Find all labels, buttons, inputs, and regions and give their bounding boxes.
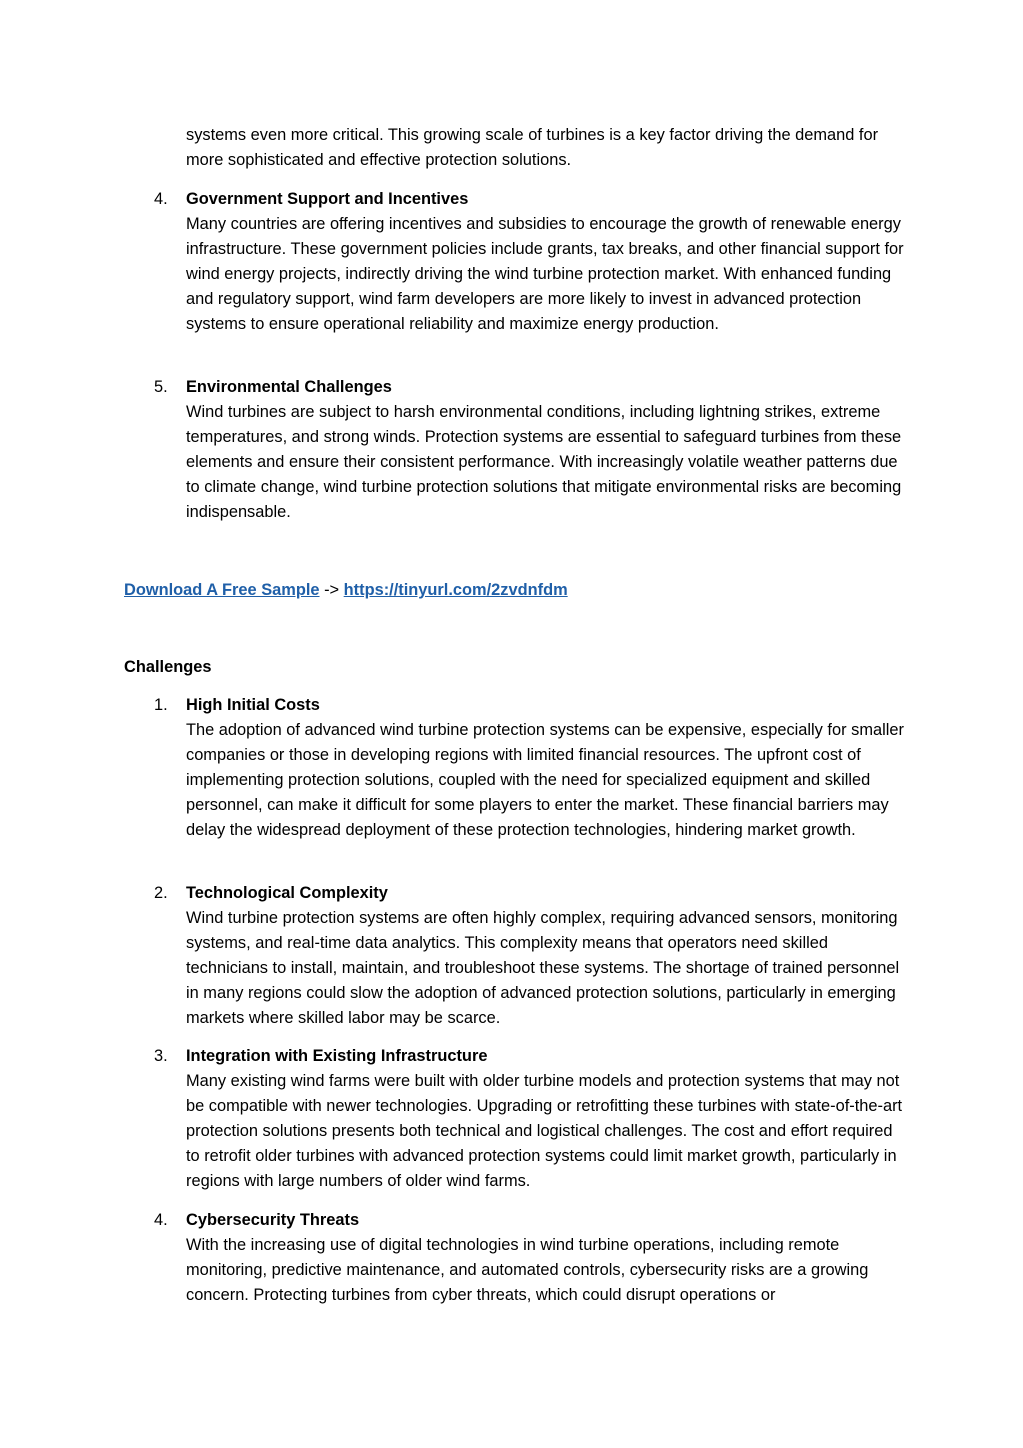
list-item-title: High Initial Costs [186,696,320,714]
list-item-text: Wind turbines are subject to harsh environmental conditions, including lightning strikes, extreme temperatures, and strong winds. Protection systems are essential to safeguard turbines from these elements and ensure their consistent performance. With increasingly volatile weather patterns due to climate change, wind turbine protection solutions that mitigate environmental risks are becoming indispensable. [186,403,902,522]
list-item-title: Cybersecurity Threats [186,1211,360,1229]
sample-url-link[interactable]: https://tinyurl.com/2zvdnfdm [343,581,568,599]
list-item-text: Many existing wind farms were built with older turbine models and protection systems that may not be compatible with newer technologies. Upgrading or retrofitting these turbines with state-of-the-art protection solutions presents both technical and logistical challenges. The cost and effort required to retrofit older turbines with advanced protection systems could limit market growth, particularly in regions with large numbers of older wind farms. [186,1072,903,1191]
list-number: 5. [154,378,168,396]
list-item-text: The adoption of advanced wind turbine protection systems can be expensive, especially for smaller companies or those in developing regions with limited financial resources. The upfront cost of implementing protection solutions, coupled with the need for specialized equipment and skilled personnel, can make it difficult for some players to enter the market. These financial barriers may delay the widespread deployment of these protection technologies, hindering market growth. [186,721,904,840]
list-item-body [186,375,908,526]
list-number: 4. [154,190,168,208]
list-item-title: Technological Complexity [186,884,388,902]
list-item-body [186,187,908,338]
download-sample-link[interactable]: Download A Free Sample [124,581,320,599]
list-item-body [186,1044,908,1195]
list-item-title: Integration with Existing Infrastructure [186,1047,488,1065]
list-item-body [186,1208,908,1308]
list-number: 1. [154,696,168,714]
list-item-title: Environmental Challenges [186,378,392,396]
list-item-body [186,693,908,844]
list-item-title: Government Support and Incentives [186,190,469,208]
continuation-paragraph: systems even more critical. This growing scale of turbines is a key factor driving the demand for more sophisticated and effective protection solutions. [186,126,879,170]
challenges-heading: Challenges [124,658,212,676]
list-item-text: Many countries are offering incentives and subsidies to encourage the growth of renewable energy infrastructure. These government policies include grants, tax breaks, and other financial support for wind energy projects, indirectly driving the wind turbine protection market. With enhanced funding and regulatory support, wind farm developers are more likely to invest in advanced protection systems to ensure operational reliability and maximize energy production. [186,215,904,334]
list-item-text: With the increasing use of digital technologies in wind turbine operations, including remote monitoring, predictive maintenance, and automated controls, cybersecurity risks are a growing concern. Protecting turbines from cyber threats, which could disrupt operations or [186,1236,869,1305]
list-item-body [186,881,908,1032]
arrow-text: -> [319,581,344,599]
list-number: 3. [154,1047,168,1065]
list-number: 2. [154,884,168,902]
list-item-text: Wind turbine protection systems are often highly complex, requiring advanced sensors, monitoring systems, and real-time data analytics. This complexity means that operators need skilled technicians to install, maintain, and troubleshoot these systems. The shortage of trained personnel in many regions could slow the adoption of advanced protection solutions, particularly in emerging markets where skilled labor may be scarce. [186,909,900,1028]
list-number: 4. [154,1211,168,1229]
sample-download-line [124,578,568,603]
